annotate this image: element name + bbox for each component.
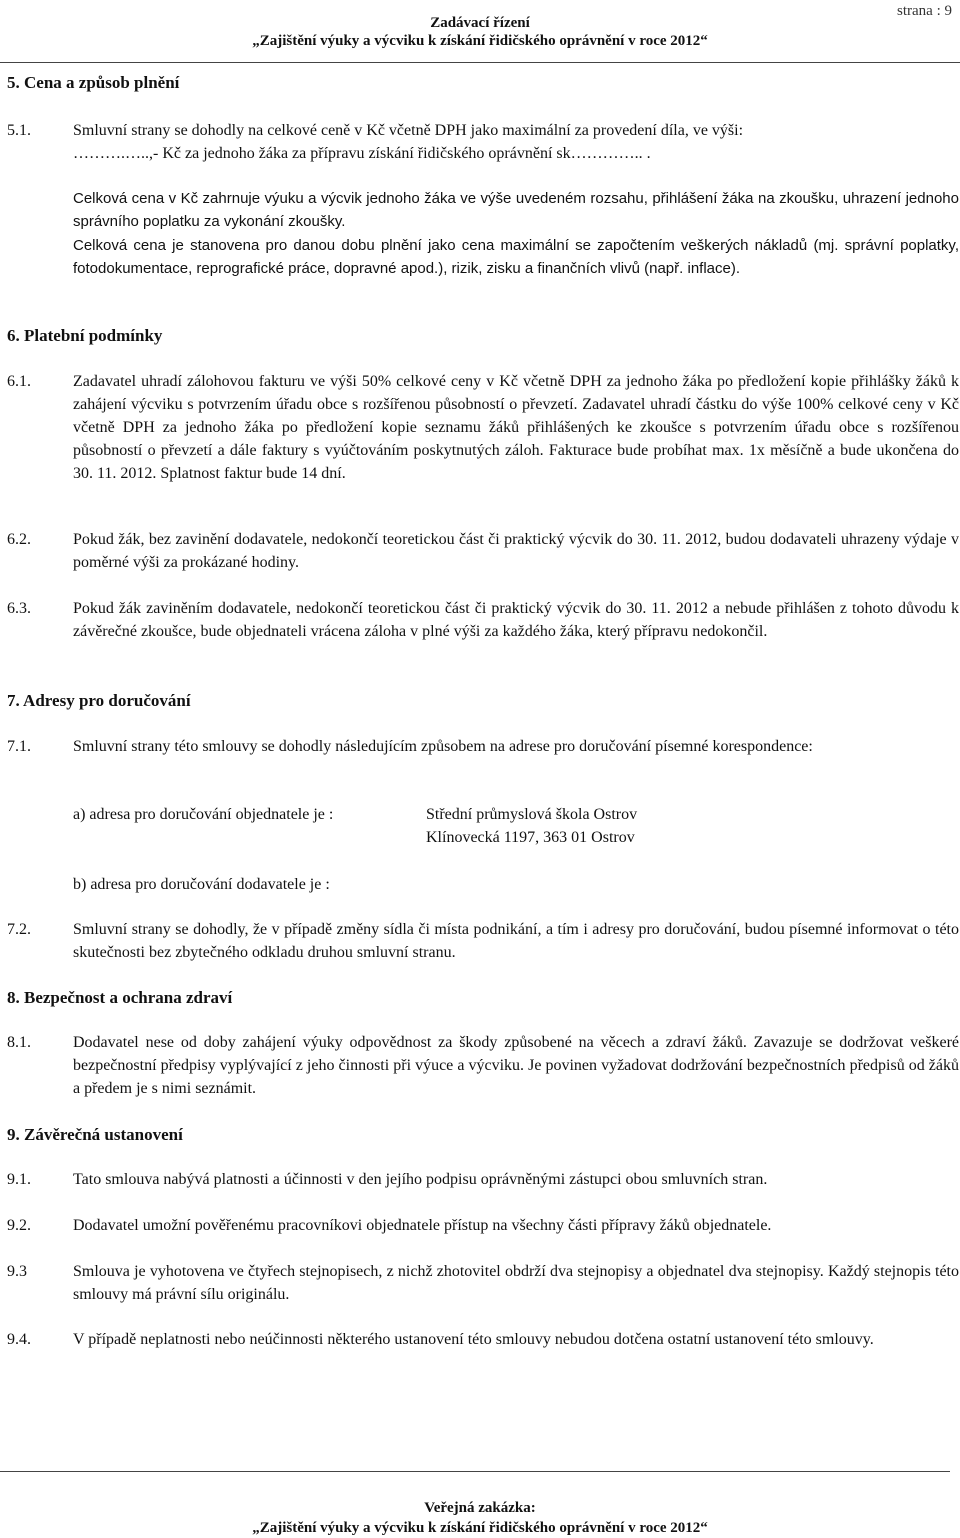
clause-number: 7.1. [7,738,31,755]
clause-5-1-paragraph-2: Celková cena je stanovena pro danou dobu plnění jako cena maximální se započtením veškerých nákladů (mj. správní poplatky, fotodokumentace, reprografické práce, dopravné apod.), rizik, zisku a finančních vlivů (např. inflace). [73,237,959,277]
clause-9-3-text: Smlouva je vyhotovena ve čtyřech stejnopisech, z nichž zhotovitel obdrží dva stejnopisy a objednatel dva stejnopisy. Každý stejnopis této smlouvy má právní sílu originálu. [73,1263,959,1303]
clause-9-2 [7,1214,959,1237]
footer-divider [0,1471,950,1472]
section-9-title: 9. Závěrečná ustanovení [7,1125,183,1144]
footer-title [0,1498,960,1538]
clause-6-1 [7,370,959,485]
header-line-2: „Zajištění výuky a výcviku k získání řidičského oprávnění v roce 2012“ [252,33,708,49]
clause-6-1-text: Zadavatel uhradí zálohovou fakturu ve výši 50% celkové ceny v Kč včetně DPH za jednoho žáka po předložení kopie přihlášky žáků k zahájení výcviku s potvrzením úřadu obce s rozšířenou působností o převzetí. Zadavatel uhradí částku do výše 100% celkové ceny v Kč včetně DPH za jednoho žáka po předložení kopie seznamu žáků přihlášených ke zkoušce s potvrzením úřadu obce s rozšířenou působností o převzetí a dále faktury s vyúčtováním poskytnutých záloh. Fakturace bude probíhat max. 1x měsíčně a bude ukončena do 30. 11. 2012. Splatnost faktur bude 14 dní. [73,373,959,482]
clause-9-4-text: V případě neplatnosti nebo neúčinnosti některého ustanovení této smlouvy nebudou dotčena ostatní ustanovení této smlouvy. [73,1331,874,1348]
footer-line-2: „Zajištění výuky a výcviku k získání řidičského oprávnění v roce 2012“ [252,1520,708,1536]
clause-number: 9.4. [7,1331,31,1348]
section-5-title: 5. Cena a způsob plnění [7,73,180,92]
clause-7-2-text: Smluvní strany se dohodly, že v případě změny sídla či místa podnikání, a tím i adresy pro doručování, budou písemné informovat o této skutečnosti bez zbytečného odkladu druhou smluvní stranu. [73,921,959,961]
clause-number: 6.1. [7,373,31,390]
clause-9-4 [7,1328,959,1351]
clause-6-3-text: Pokud žák zaviněním dodavatele, nedokončí teoretickou část či praktický výcvik do 30. 11. 2012 a nebude přihlášen z tohoto důvodu k závěrečné zkoušce, bude objednateli vrácena záloha v plné výši za každého žáka, který přípravu nedokončil. [73,600,959,640]
clause-number: 9.3 [7,1263,27,1280]
clause-6-2-text: Pokud žák, bez zavinění dodavatele, nedokončí teoretickou část či praktický výcvik do 30. 11. 2012, budou dodavateli uhrazeny výdaje v poměrné výši za prokázané hodiny. [73,531,959,571]
clause-6-3 [7,597,959,643]
clause-number: 9.1. [7,1171,31,1188]
clause-5-1-line-2: ……….…..,- Kč za jednoho žáka za přípravu získání řidičského oprávnění sk………….. . [73,145,651,162]
clause-7-1 [7,735,959,758]
clause-5-1-line-1: Smluvní strany se dohodly na celkové ceně v Kč včetně DPH jako maximální za provedení díla, ve výši: [73,122,744,139]
clause-9-2-text: Dodavatel umožní pověřenému pracovníkovi objednatele přístup na všechny části přípravy žáků objednatele. [73,1217,772,1234]
clause-number: 8.1. [7,1034,31,1051]
footer-line-1: Veřejná zakázka: [424,1500,536,1516]
clause-number: 6.2. [7,531,31,548]
clause-number: 9.2. [7,1217,31,1234]
page-number: strana : 9 [897,3,952,19]
clause-5-1 [7,119,959,165]
clause-7-2 [7,918,959,964]
clause-number: 5.1. [7,122,31,139]
address-a-value [426,803,637,849]
section-8-title: 8. Bezpečnost a ochrana zdraví [7,988,233,1007]
clause-9-3 [7,1260,959,1306]
section-6-title: 6. Platební podmínky [7,326,163,345]
clause-6-2 [7,528,959,574]
clause-5-1-paragraph-1: Celková cena v Kč zahrnuje výuku a výcvik jednoho žáka ve výše uvedeném rozsahu, přihlášení žáka na zkoušku, uhrazení jednoho správního poplatku za vykonání zkoušky. [73,190,959,230]
header-divider [0,62,960,63]
section-7-title: 7. Adresy pro doručování [7,691,191,710]
address-a-line-2: Klínovecká 1197, 363 01 Ostrov [426,829,635,846]
header-title [0,14,960,50]
clause-7-1-text: Smluvní strany této smlouvy se dohodly následujícím způsobem na adrese pro doručování písemné korespondence: [73,738,813,755]
clause-8-1-text: Dodavatel nese od doby zahájení výuky odpovědnost za škody způsobené na věcech a zdraví žáků. Zavazuje se dodržovat veškeré bezpečnostní předpisy vyplývající z jeho činnosti při výuce a výcviku. Je povinen vyžadovat dodržování bezpečnostních předpisů od žáků a předem je s nimi seznámit. [73,1034,959,1097]
address-b-label: b) adresa pro doručování dodavatele je : [73,876,330,893]
header-line-1: Zadávací řízení [430,15,530,31]
clause-9-1-text: Tato smlouva nabývá platnosti a účinnosti v den jejího podpisu oprávněnými zástupci obou smluvních stran. [73,1171,768,1188]
clause-number: 6.3. [7,600,31,617]
clause-9-1 [7,1168,959,1191]
address-a-label: a) adresa pro doručování objednatele je : [73,806,334,823]
clause-number: 7.2. [7,921,31,938]
clause-8-1 [7,1031,959,1100]
address-a-line-1: Střední průmyslová škola Ostrov [426,806,638,823]
